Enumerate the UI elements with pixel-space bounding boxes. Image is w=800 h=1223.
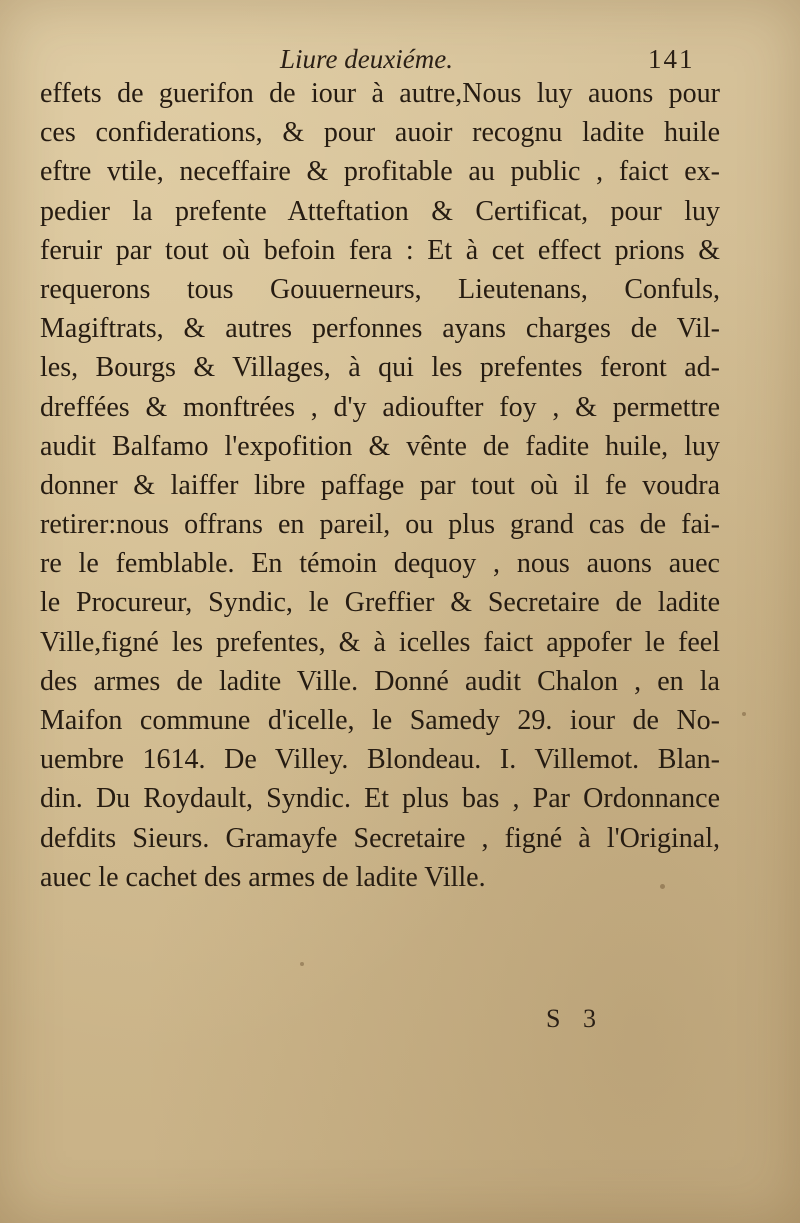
text-line: dreffées & monftrées , d'y adioufter foy , & permettre [40, 391, 720, 423]
text-line: donner & laiffer libre paffage par tout où il fe voudra [40, 469, 720, 501]
text-line: Maifon commune d'icelle, le Samedy 29. iour de No- [40, 705, 720, 736]
text-line: auec le cachet des armes de ladite Ville. [40, 861, 486, 893]
text-line: requerons tous Gouuerneurs, Lieutenans, Confuls, [40, 273, 720, 305]
text-line: feruir par tout où befoin fera : Et à cet effect prions & [40, 234, 720, 266]
text-line: uembre 1614. De Villey. Blondeau. I. Villemot. Blan- [40, 744, 720, 776]
page-number: 141 [648, 44, 695, 74]
text-line: Magiftrats, & autres perfonnes ayans charges de Vil- [40, 313, 720, 345]
text-line: les, Bourgs & Villages, à qui les prefentes feront ad- [40, 352, 720, 384]
ink-speck [300, 962, 304, 966]
text-line: ces confiderations, & pour auoir recognu ladite huile [40, 117, 720, 149]
running-title: Liure deuxiéme. [280, 44, 453, 74]
text-line: le Procureur, Syndic, le Greffier & Secretaire de ladite [40, 587, 720, 619]
text-line: defdits Sieurs. Gramayfe Secretaire , figné à l'Original, [40, 822, 720, 854]
text-line: effets de guerifon de iour à autre,Nous luy auons pour [40, 78, 720, 109]
body-text [40, 74, 720, 897]
text-line: pedier la prefente Atteftation & Certificat, pour luy [40, 195, 720, 227]
text-line: retirer:nous offrans en pareil, ou plus grand cas de fai- [40, 509, 720, 541]
text-line: eftre vtile, neceffaire & profitable au public , faict ex- [40, 156, 720, 188]
ink-speck [742, 712, 746, 716]
text-line: re le femblable. En témoin dequoy , nous auons auec [40, 548, 720, 580]
ink-speck [660, 884, 665, 889]
text-line: Ville,figné les prefentes, & à icelles faict appofer le feel [40, 626, 720, 658]
signature-mark: S 3 [546, 1004, 604, 1033]
text-line: des armes de ladite Ville. Donné audit Chalon , en la [40, 665, 720, 697]
text-line: audit Balfamo l'expofition & vênte de fadite huile, luy [40, 430, 720, 462]
text-line: din. Du Roydault, Syndic. Et plus bas , Par Ordonnance [40, 783, 720, 815]
